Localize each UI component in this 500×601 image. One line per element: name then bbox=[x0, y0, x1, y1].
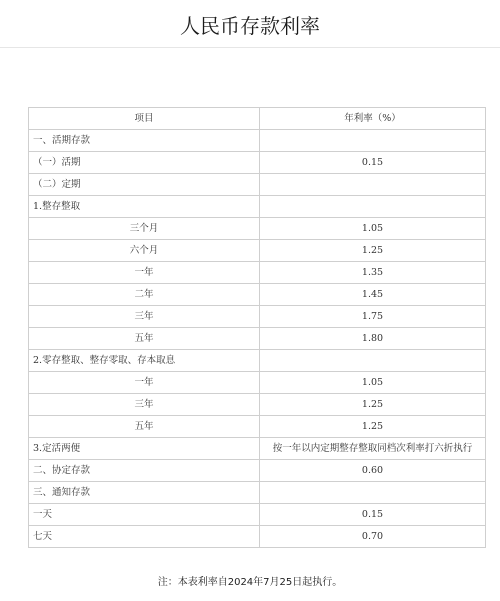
table-row bbox=[29, 174, 486, 196]
row-item-label: 三、通知存款 bbox=[29, 482, 260, 504]
table-row bbox=[29, 504, 486, 526]
row-rate-value: 1.25 bbox=[260, 240, 486, 262]
row-item-label: 六个月 bbox=[29, 240, 260, 262]
table-row bbox=[29, 240, 486, 262]
row-item-label: （一）活期 bbox=[29, 152, 260, 174]
table-row bbox=[29, 152, 486, 174]
table-row bbox=[29, 196, 486, 218]
row-rate-value: 1.05 bbox=[260, 218, 486, 240]
table-row bbox=[29, 262, 486, 284]
table-row bbox=[29, 284, 486, 306]
row-item-label: 三年 bbox=[29, 306, 260, 328]
row-rate-value: 1.05 bbox=[260, 372, 486, 394]
table-row bbox=[29, 306, 486, 328]
table-body bbox=[29, 130, 486, 548]
row-item-label: 一年 bbox=[29, 262, 260, 284]
table-row bbox=[29, 438, 486, 460]
header-annual-rate: 年利率（%） bbox=[260, 108, 486, 130]
row-rate-value: 0.15 bbox=[260, 504, 486, 526]
table-row bbox=[29, 130, 486, 152]
title-divider bbox=[0, 47, 500, 48]
row-rate-value: 1.25 bbox=[260, 394, 486, 416]
table-row bbox=[29, 372, 486, 394]
row-rate-value: 1.80 bbox=[260, 328, 486, 350]
row-rate-value bbox=[260, 174, 486, 196]
row-rate-value: 0.15 bbox=[260, 152, 486, 174]
table-row bbox=[29, 526, 486, 548]
table-row bbox=[29, 394, 486, 416]
row-item-label: 五年 bbox=[29, 416, 260, 438]
row-item-label: 一年 bbox=[29, 372, 260, 394]
row-rate-value bbox=[260, 482, 486, 504]
footer-note: 注：本表利率自2024年7月25日起执行。 bbox=[157, 577, 343, 588]
page-title: 人民币存款利率 bbox=[180, 14, 320, 38]
row-item-label: 二年 bbox=[29, 284, 260, 306]
row-rate-value bbox=[260, 350, 486, 372]
row-item-label: 3.定活两便 bbox=[29, 438, 260, 460]
row-item-label: 1.整存整取 bbox=[29, 196, 260, 218]
table-row bbox=[29, 460, 486, 482]
row-rate-value: 1.35 bbox=[260, 262, 486, 284]
row-item-label: 一、活期存款 bbox=[29, 130, 260, 152]
row-rate-value bbox=[260, 196, 486, 218]
row-rate-value: 1.75 bbox=[260, 306, 486, 328]
row-rate-value: 1.25 bbox=[260, 416, 486, 438]
table-row bbox=[29, 328, 486, 350]
row-item-label: 五年 bbox=[29, 328, 260, 350]
row-rate-value: 1.45 bbox=[260, 284, 486, 306]
row-rate-value: 0.70 bbox=[260, 526, 486, 548]
row-rate-value: 0.60 bbox=[260, 460, 486, 482]
row-item-label: 一天 bbox=[29, 504, 260, 526]
row-rate-value: 按一年以内定期整存整取同档次利率打六折执行 bbox=[260, 438, 486, 460]
row-item-label: 二、协定存款 bbox=[29, 460, 260, 482]
table-header-row bbox=[29, 108, 486, 130]
row-rate-value bbox=[260, 130, 486, 152]
row-item-label: 三个月 bbox=[29, 218, 260, 240]
row-item-label: 七天 bbox=[29, 526, 260, 548]
table-row bbox=[29, 416, 486, 438]
row-item-label: （二）定期 bbox=[29, 174, 260, 196]
table-row bbox=[29, 218, 486, 240]
header-item: 项目 bbox=[29, 108, 260, 130]
table-row bbox=[29, 482, 486, 504]
table-row bbox=[29, 350, 486, 372]
row-item-label: 三年 bbox=[29, 394, 260, 416]
row-item-label: 2.零存整取、整存零取、存本取息 bbox=[29, 350, 260, 372]
deposit-rate-table bbox=[28, 107, 486, 548]
